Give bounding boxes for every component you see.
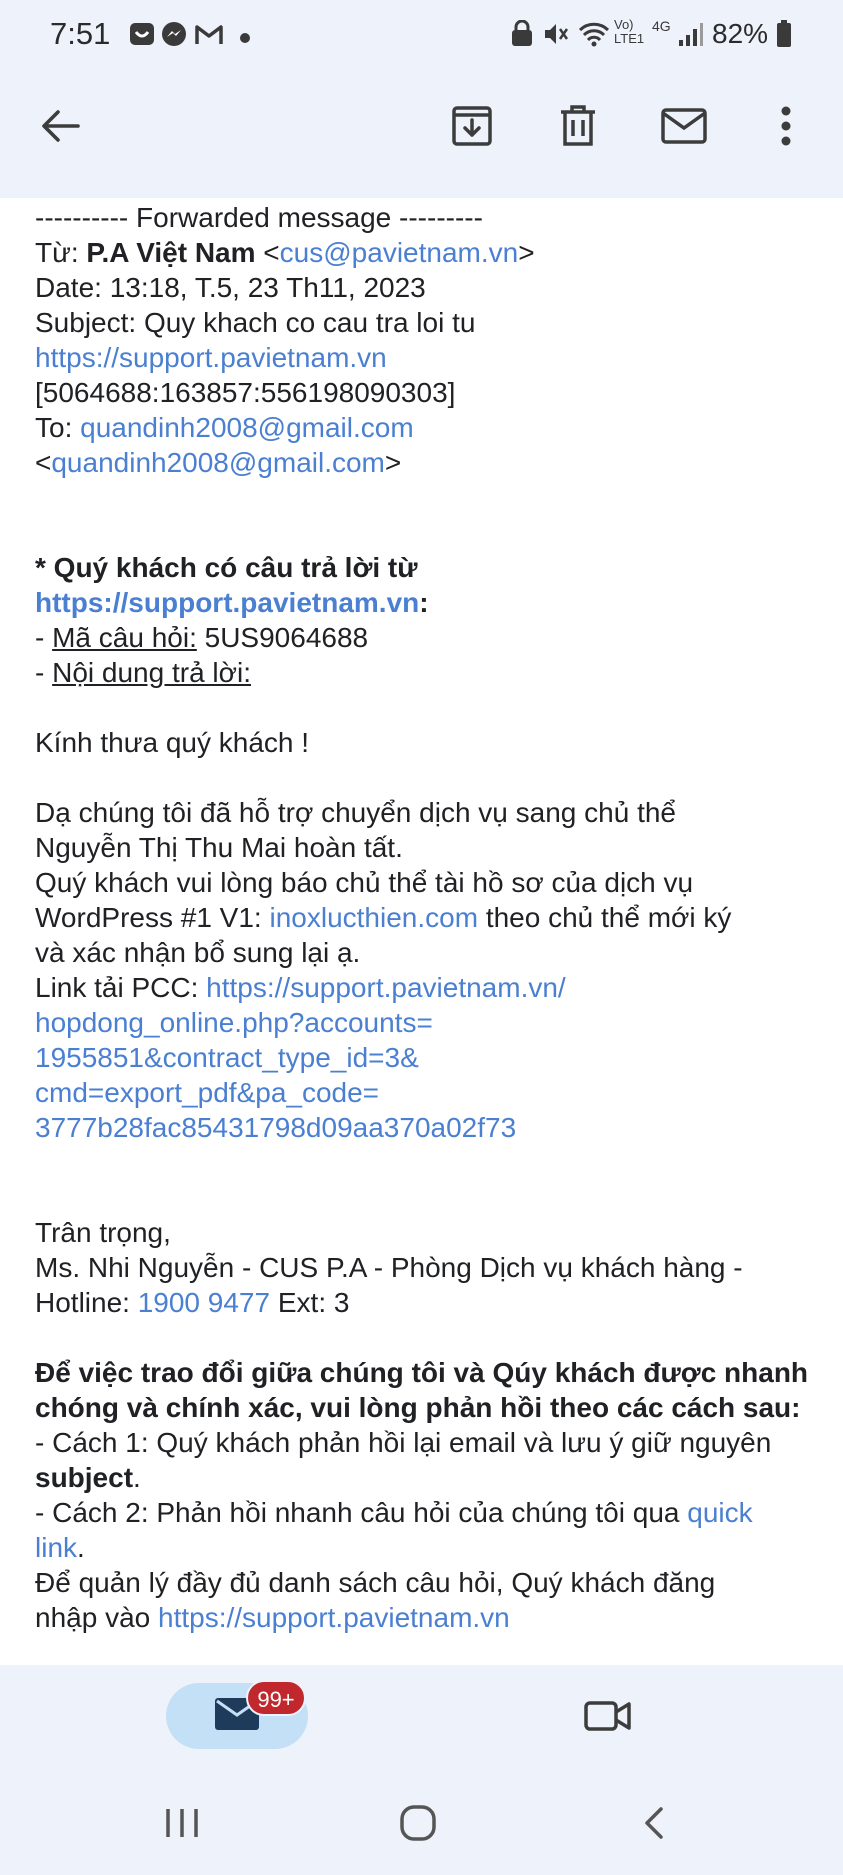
paragraph-line: Nguyễn Thị Thu Mai hoàn tất. <box>35 832 403 863</box>
answer-heading-link-line <box>35 585 815 620</box>
hotline-line <box>35 1285 815 1320</box>
heading-support-link[interactable]: https://support.pavietnam.vn <box>35 587 420 618</box>
heading-colon: : <box>419 587 429 618</box>
hotline-ext: Ext: 3 <box>270 1287 350 1318</box>
signal-icon <box>678 22 704 53</box>
signature: Ms. Nhi Nguyễn - CUS P.A - Phòng Dịch vụ khách hàng - <box>35 1252 743 1283</box>
gmail-icon <box>194 22 224 51</box>
network-4g-indicator: 4G <box>652 18 671 34</box>
question-id-line <box>35 620 815 655</box>
status-bar <box>0 0 843 70</box>
hotline-label: Hotline: <box>35 1287 138 1318</box>
back-chevron-icon <box>643 1806 665 1845</box>
system-back-button[interactable] <box>624 1800 684 1850</box>
period: . <box>77 1532 85 1563</box>
wifi-icon <box>578 20 610 53</box>
pcc-label: Link tải PCC: <box>35 972 207 1003</box>
delete-button[interactable] <box>550 100 606 156</box>
more-notifications-dot <box>240 30 250 48</box>
recipient-email-link-2[interactable]: quandinh2008@gmail.com <box>51 447 385 478</box>
recents-button[interactable] <box>152 1800 212 1850</box>
mute-icon <box>542 20 570 53</box>
paragraph-line <box>35 900 815 935</box>
method-2-text: - Cách 2: Phản hồi nhanh câu hỏi của chúng tôi qua <box>35 1497 688 1528</box>
quick-link-cont[interactable]: link <box>35 1532 78 1563</box>
pcc-link-cont[interactable]: hopdong_online.php?accounts= <box>35 1007 433 1038</box>
email-body <box>35 200 815 1635</box>
regards: Trân trọng, <box>35 1217 171 1248</box>
sender-email-link[interactable]: cus@pavietnam.vn <box>279 237 519 268</box>
battery-icon <box>776 20 792 53</box>
service-label: WordPress #1 V1: <box>35 902 270 933</box>
meet-tab[interactable] <box>580 1690 636 1746</box>
archive-button[interactable] <box>444 100 500 156</box>
subject-emphasis: subject <box>35 1462 134 1493</box>
paragraph-line: và xác nhận bổ sung lại ạ. <box>35 937 361 968</box>
login-text: nhập vào <box>35 1602 158 1633</box>
pcc-link[interactable]: https://support.pavietnam.vn/ <box>206 972 566 1003</box>
from-label: Từ: <box>35 237 87 268</box>
status-time: 7:51 <box>50 16 111 51</box>
paragraph-text: theo chủ thể mới ký <box>478 902 732 933</box>
back-arrow-icon <box>40 108 80 149</box>
back-button[interactable] <box>32 100 88 156</box>
answer-heading: * Quý khách có câu trả lời từ <box>35 552 418 583</box>
question-id-label: Mã câu hỏi: <box>52 622 197 653</box>
alarm-lock-icon <box>510 20 534 53</box>
forwarded-header: ---------- Forwarded message --------- <box>35 202 483 233</box>
home-icon <box>399 1804 437 1847</box>
home-button[interactable] <box>388 1800 448 1850</box>
method-2 <box>35 1495 815 1530</box>
to-bracket-close: > <box>384 447 402 478</box>
more-options-button[interactable] <box>758 100 814 156</box>
hotline-phone-link[interactable]: 1900 9477 <box>137 1287 271 1318</box>
domain-link[interactable]: inoxlucthien.com <box>269 902 479 933</box>
instructions-heading: Để việc trao đổi giữa chúng tôi và Qúy khách được nhanh <box>35 1357 809 1388</box>
mail-icon <box>661 108 707 149</box>
method-1: - Cách 1: Quý khách phản hồi lại email và lưu ý giữ nguyên <box>35 1427 772 1458</box>
pcc-link-cont[interactable]: cmd=export_pdf&pa_code= <box>35 1077 380 1108</box>
messenger-icon <box>160 20 188 53</box>
pcc-link-cont[interactable]: 3777b28fac85431798d09aa370a02f73 <box>35 1112 517 1143</box>
from-bracket-close: > <box>518 237 535 268</box>
to-line-2 <box>35 445 815 480</box>
to-label: To: <box>35 412 81 443</box>
manage-line-2 <box>35 1600 815 1635</box>
greeting: Kính thưa quý khách ! <box>35 727 310 758</box>
answer-content-prefix: - <box>35 657 53 688</box>
recipient-email-link[interactable]: quandinh2008@gmail.com <box>80 412 414 443</box>
answer-content-line <box>35 655 815 690</box>
battery-percent: 82% <box>712 18 769 49</box>
question-id-prefix: - <box>35 622 53 653</box>
paragraph-line: Quý khách vui lòng báo chủ thể tài hồ sơ của dịch vụ <box>35 867 694 898</box>
instructions-heading: chóng và chính xác, vui lòng phản hồi theo các cách sau: <box>35 1392 801 1423</box>
from-line <box>35 235 815 270</box>
trash-icon <box>559 104 597 153</box>
mark-unread-button[interactable] <box>656 100 712 156</box>
answer-content-label: Nội dung trả lời: <box>52 657 252 688</box>
to-bracket-open: < <box>35 447 52 478</box>
subject-id: [5064688:163857:556198090303] <box>35 377 456 408</box>
to-line <box>35 410 815 445</box>
recents-icon <box>164 1807 200 1844</box>
subject-line: Subject: Quy khach co cau tra loi tu <box>35 307 476 338</box>
pcc-link-cont[interactable]: 1955851&contract_type_id=3& <box>35 1042 419 1073</box>
notification-app-icon <box>128 20 156 53</box>
date-line: Date: 13:18, T.5, 23 Th11, 2023 <box>35 272 426 303</box>
sender-name: P.A Việt Nam <box>86 237 256 268</box>
method-1-cont <box>35 1460 815 1495</box>
more-vert-icon <box>780 106 792 151</box>
login-support-link[interactable]: https://support.pavietnam.vn <box>158 1602 510 1633</box>
manage-line: Để quản lý đầy đủ danh sách câu hỏi, Quý khách đăng <box>35 1567 716 1598</box>
method-2-cont <box>35 1530 815 1565</box>
paragraph-line: Dạ chúng tôi đã hỗ trợ chuyển dịch vụ sang chủ thể <box>35 797 676 828</box>
archive-icon <box>451 105 493 152</box>
unread-count-badge: 99+ <box>246 1680 306 1716</box>
pcc-line <box>35 970 815 1005</box>
video-camera-icon <box>584 1699 632 1738</box>
volte-indicator: Vo) LTE1 <box>614 17 645 46</box>
from-bracket-open: < <box>255 237 280 268</box>
subject-support-link[interactable]: https://support.pavietnam.vn <box>35 342 387 373</box>
question-id-value: 5US9064688 <box>196 622 369 653</box>
period: . <box>133 1462 141 1493</box>
quick-link[interactable]: quick <box>687 1497 753 1528</box>
